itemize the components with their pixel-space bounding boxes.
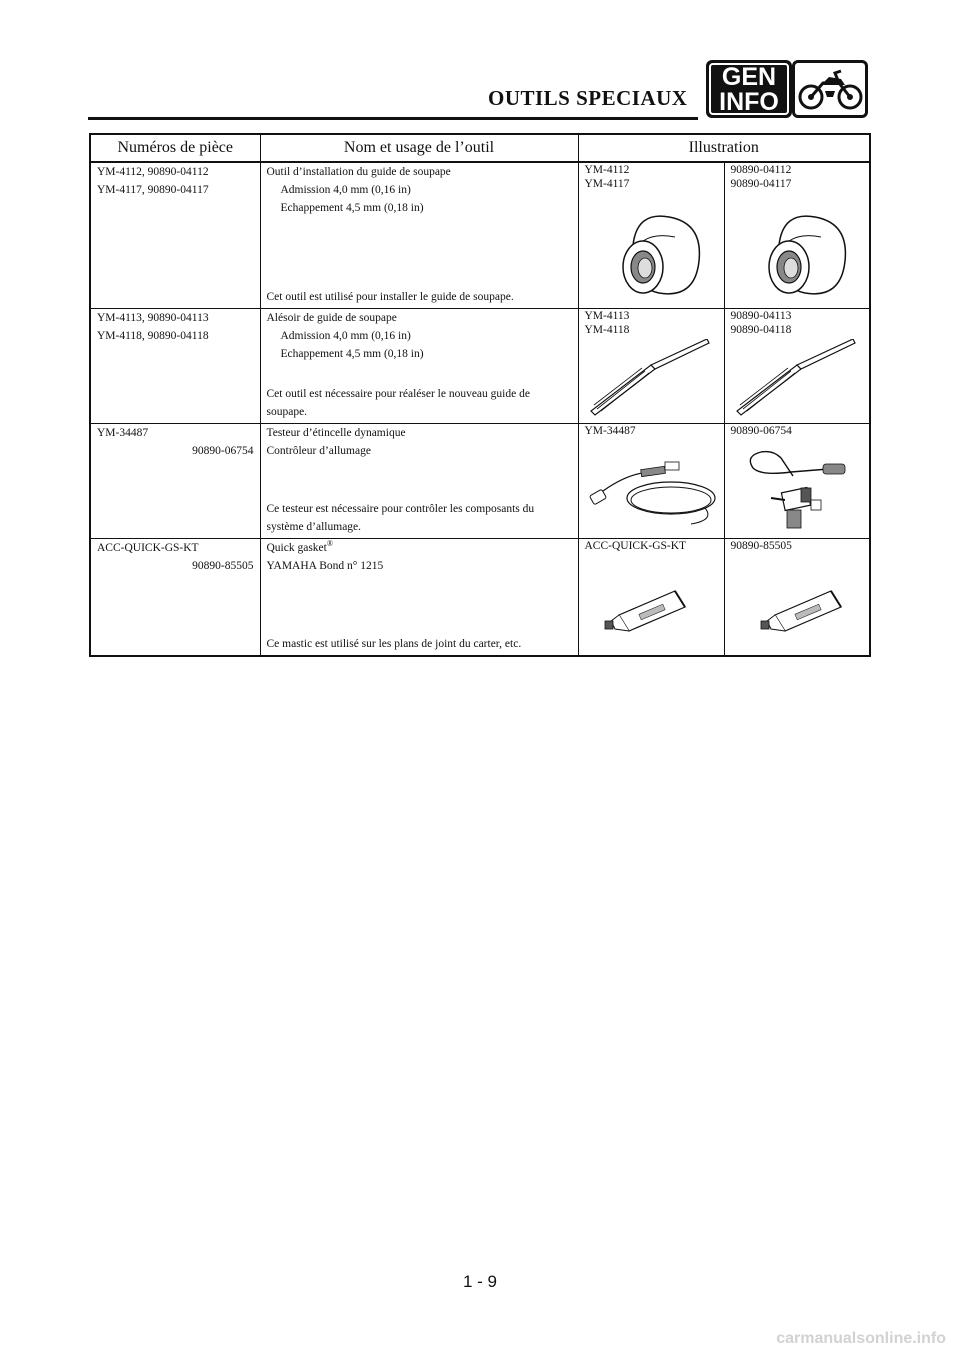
registered-mark: ® [326,539,333,549]
badge-line-info: INFO [719,88,779,116]
tool-name: Testeur d’étincelle dynamique [266,427,406,439]
illustration-cell-ym [578,309,724,424]
illustration-cell-90890 [724,424,870,539]
table-row [90,539,870,657]
illustration-label: YM-4112 [584,164,630,176]
tool-description-cell [260,162,578,309]
column-header-tool-name: Nom et usage de l’outil [260,134,578,162]
illustration-label: YM-4113 [584,310,630,322]
illustration-label: 90890-04112 [730,164,792,176]
part-number: YM-4117, 90890-04117 [97,184,209,196]
illustration-cell-90890 [724,162,870,309]
tool-spec: Admission 4,0 mm (0,16 in) [280,184,411,196]
part-numbers-cell [90,539,260,657]
page-number: 1 - 9 [462,1272,498,1291]
part-number: 90890-06754 [192,445,254,457]
tool-description-cell [260,309,578,424]
column-header-part-numbers: Numéros de pièce [90,134,260,162]
table-row [90,162,870,309]
tool-usage-note: Cet outil est nécessaire pour réaléser le nouveau guide de soupape. [266,388,530,418]
sealant-tube-image [585,569,719,639]
illustration-label: ACC-QUICK-GS-KT [584,540,687,552]
valve-guide-reamer-image [731,339,865,419]
illustration-cell-ym [578,424,724,539]
sealant-tube-image [731,569,865,639]
spark-tester-image [585,446,719,536]
header-rule [88,117,698,120]
illustration-label: 90890-04117 [730,178,792,190]
page-title: OUTILS SPECIAUX [488,86,688,110]
tool-spec: Echappement 4,5 mm (0,18 in) [280,202,424,214]
motorcycle-icon [792,60,868,118]
tool-usage-note: Ce testeur est nécessaire pour contrôler les composants du système d’allumage. [266,503,535,533]
illustration-label: YM-4118 [584,324,630,336]
special-tools-table [89,133,871,657]
illustration-label: 90890-04113 [730,310,792,322]
valve-guide-installer-image [731,203,865,303]
tool-name: YAMAHA Bond n° 1215 [266,560,384,572]
tool-usage-note: Cet outil est utilisé pour installer le guide de soupape. [266,291,514,303]
column-header-illustration: Illustration [578,134,870,162]
tool-description-cell [260,539,578,657]
tool-name: Alésoir de guide de soupape [266,312,397,324]
valve-guide-reamer-image [585,339,719,419]
part-number: ACC-QUICK-GS-KT [97,542,199,554]
illustration-label: 90890-04118 [730,324,792,336]
table-row [90,424,870,539]
tool-spec: Admission 4,0 mm (0,16 in) [280,330,411,342]
illustration-label: 90890-06754 [730,425,792,437]
tool-description-cell [260,424,578,539]
part-number: YM-4112, 90890-04112 [97,166,209,178]
gen-info-badge [706,60,792,118]
illustration-cell-90890 [724,309,870,424]
valve-guide-installer-image [585,203,719,303]
tool-name-quick-gasket: Quick gasket [266,542,327,554]
illustration-cell-ym [578,162,724,309]
tool-usage-note: Ce mastic est utilisé sur les plans de joint du carter, etc. [266,638,522,650]
illustration-label: YM-4117 [584,178,630,190]
illustration-label: 90890-85505 [730,540,792,552]
tool-name: Contrôleur d’allumage [266,445,371,457]
part-number: YM-4118, 90890-04118 [97,330,209,342]
tool-name [267,539,572,557]
part-number: 90890-85505 [192,560,254,572]
part-numbers-cell [90,309,260,424]
illustration-label: YM-34487 [584,425,636,437]
badge-line-gen: GEN [721,63,777,91]
part-number: YM-34487 [97,427,149,439]
watermark: carmanualsonline.info [776,1330,946,1347]
part-numbers-cell [90,162,260,309]
part-numbers-cell [90,424,260,539]
tool-name: Outil d’installation du guide de soupape [266,166,451,178]
table-header-row [90,134,870,162]
tool-spec: Echappement 4,5 mm (0,18 in) [280,348,424,360]
ignition-checker-image [731,446,865,536]
table-row [90,309,870,424]
part-number: YM-4113, 90890-04113 [97,312,209,324]
illustration-cell-90890 [724,539,870,657]
illustration-cell-ym [578,539,724,657]
